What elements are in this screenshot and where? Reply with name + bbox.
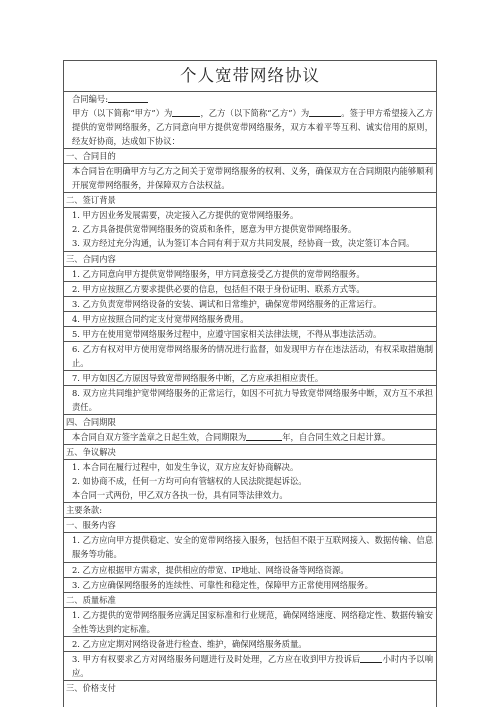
party-b-label: ，乙方（以下简称“乙方”）为 [200,108,310,119]
section-heading: 三、合同内容 [64,252,436,267]
list-item: 3. 双方经过充分沟通，认为签订本合同有利于双方共同发展，经协商一致，决定签订本合同。 [72,238,415,249]
term-years-blank[interactable] [246,430,282,441]
list-item: 2. 乙方具备提供宽带网络服务的资质和条件，愿意为甲方提供宽带网络服务。 [72,224,357,235]
section-heading: 三、价格支付 [66,682,116,693]
list-item: 7. 甲方如因乙方原因导致宽带网络服务中断，乙方应承担相应责任。 [64,371,436,386]
list-item: 1. 甲方因业务发展需要，决定接入乙方提供的宽带网络服务。 [72,210,299,221]
copies-statement: 本合同一式两份，甲乙双方各执一份，具有同等法律效力。 [72,490,288,501]
list-item: 3. 乙方应确保网络服务的连续性、可靠性和稳定性，保障甲方正常使用网络服务。 [64,578,436,593]
list-item: 1. 本合同在履行过程中，如发生争议，双方应友好协商解决。 [72,462,299,473]
parties-cell [64,92,436,149]
response-text-start: 3. 甲方有权要求乙方对网络服务问题进行及时处理，乙方应在收到甲方投诉后 [72,653,361,664]
main-terms-heading: 主要条款: [64,503,436,518]
list-item: 4. 甲方应按照合同约定支付宽带网络服务费用。 [64,312,436,327]
list-item: 2. 如协商不成，任何一方均可向有管辖权的人民法院提起诉讼。 [72,476,307,487]
list-item [64,652,436,681]
parties-paragraph [72,106,433,148]
section-body: 本合同旨在明确甲方与乙方之间关于宽带网络服务的权利、义务，确保双方在合同期限内能够顺利开展宽带网络服务，并保障双方合法权益。 [64,164,436,193]
list-item: 1. 乙方同意向甲方提供宽带网络服务，甲方同意接受乙方提供的宽带网络服务。 [64,267,436,282]
section-heading: 五、争议解决 [64,445,436,460]
contract-number-label: 合同编号: [72,94,108,104]
term-text-end: 年，自合同生效之日起计算。 [282,432,391,443]
section-heading: 二、质量标准 [64,593,436,608]
contract-number-line [72,92,433,106]
agreement-form [63,60,437,707]
list-item: 2. 乙方应定期对网络设备进行检查、维护，确保网络服务质量。 [64,637,436,652]
list-item: 8. 双方应共同维护宽带网络服务的正常运行，如因不可抗力导致宽带网络服务中断，双方互不承担责任。 [64,386,436,415]
list-item: 6. 乙方有权对甲方使用宽带网络服务的情况进行监督，如发现甲方存在违法活动，有权采取措施制止。 [64,342,436,371]
term-text-start: 本合同自双方签字盖章之日起生效，合同期限为 [72,432,247,443]
preamble-text: 。签于甲方希望接入乙方提供的宽带网络服务，乙方同意向甲方提供宽带网络服务，双方本着平等互利、诚实信用的原则，经友好协商，达成如下协议： [72,108,433,147]
section-heading: 二、签订背景 [64,193,436,208]
list-item: 3. 乙方负责宽带网络设备的安装、调试和日常维护，确保宽带网络服务的正常运行。 [64,297,436,312]
list-item: 1. 乙方提供的宽带网络服务应满足国家标准和行业规范，确保网络速度、网络稳定性、数据传输安全性等达到约定标准。 [64,608,436,637]
term-line [64,430,436,445]
list-item: 1. 乙方应向甲方提供稳定、安全的宽带网络接入服务，包括但不限于互联网接入、数据传输、信息服务等功能。 [64,533,436,562]
list-item: 2. 乙方应根据甲方需求，提供相应的带宽、IP地址、网络设备等网络资源。 [64,563,436,578]
party-a-blank[interactable] [172,106,200,117]
section-body [64,460,436,503]
section-body [64,208,436,251]
party-b-blank[interactable] [309,106,341,117]
response-text-end: 小时内予以响应。 [72,653,433,678]
response-hours-blank[interactable] [360,652,382,663]
list-item: 2. 甲方应按照乙方要求提供必要的信息，包括但不限于身份证明、联系方式等。 [64,282,436,297]
party-a-label: 甲方（以下简称“甲方”）为 [72,108,173,119]
section-heading: 四、合同期限 [64,415,436,430]
section-heading: 一、服务内容 [64,518,436,533]
list-item: 5. 甲方在使用宽带网络服务过程中，应遵守国家相关法律法规，不得从事违法活动。 [64,327,436,342]
contract-number-blank[interactable] [108,92,148,103]
document-title: 个人宽带网络协议 [64,61,436,92]
section-heading: 一、合同目的 [64,149,436,164]
